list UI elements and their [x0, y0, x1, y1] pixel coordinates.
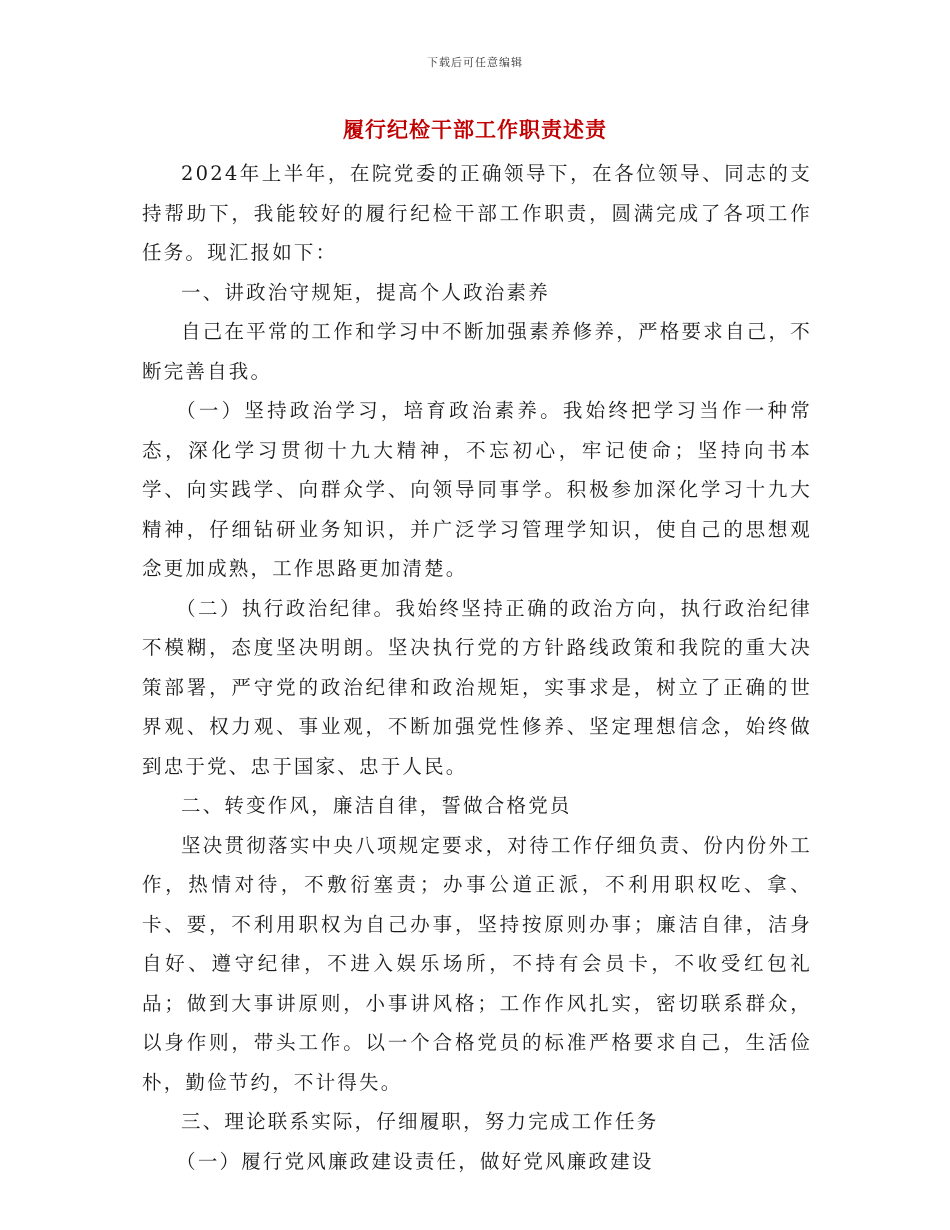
section-heading-1: 一、讲政治守规矩，提高个人政治素养 — [181, 280, 550, 304]
document-body — [142, 154, 812, 1181]
page-header-note: 下载后可任意编辑 — [427, 56, 523, 69]
subsection-3-1: （一）履行党风廉政建设责任，做好党风廉政建设 — [176, 1149, 654, 1173]
paragraph: 自己在平常的工作和学习中不断加强素养修养，严格要求自己，不断完善自我。 — [142, 320, 812, 383]
paragraph: 坚决贯彻落实中央八项规定要求，对待工作仔细负责、份内份外工作，热情对待，不敷衍塞责；办事公道正派，不利用职权吃、拿、卡、要，不利用职权为自己办事，坚持按原则办事；廉洁自律，洁身自好、遵守纪律，不进入娱乐场所，不持有会员卡，不收受红包礼品；做到大事讲原则，小事讲风格；工作作风扎实，密切联系群众，以身作则，带头工作。以一个合格党员的标准严格要求自己，生活俭朴，勤俭节约，不计得失。 — [142, 833, 812, 1094]
section-heading-2: 二、转变作风，廉洁自律，誓做合格党员 — [181, 794, 572, 817]
paragraph-intro: 2024年上半年，在院党委的正确领导下，在各位领导、同志的支持帮助下，我能较好的履行纪检干部工作职责，圆满完成了各项工作任务。现汇报如下： — [142, 162, 812, 264]
section-heading-3: 三、理论联系实际，仔细履职，努力完成工作任务 — [181, 1110, 659, 1133]
document-title: 履行纪检干部工作职责述责 — [343, 117, 607, 142]
subsection-1-1: （一）坚持政治学习，培育政治素养。我始终把学习当作一种常态，深化学习贯彻十九大精神，不忘初心，牢记使命；坚持向书本学、向实践学、向群众学、向领导同事学。积极参加深化学习十九大精神，仔细钻研业务知识，并广泛学习管理学知识，使自己的思想观念更加成熟，工作思路更加清楚。 — [142, 399, 812, 580]
subsection-1-2: （二）执行政治纪律。我始终坚持正确的政治方向，执行政治纪律不模糊，态度坚决明朗。坚决执行党的方针路线政策和我院的重大决策部署，严守党的政治纪律和政治规矩，实事求是，树立了正确的世界观、权力观、事业观，不断加强党性修养、坚定理想信念，始终做到忠于党、忠于国家、忠于人民。 — [142, 596, 812, 778]
